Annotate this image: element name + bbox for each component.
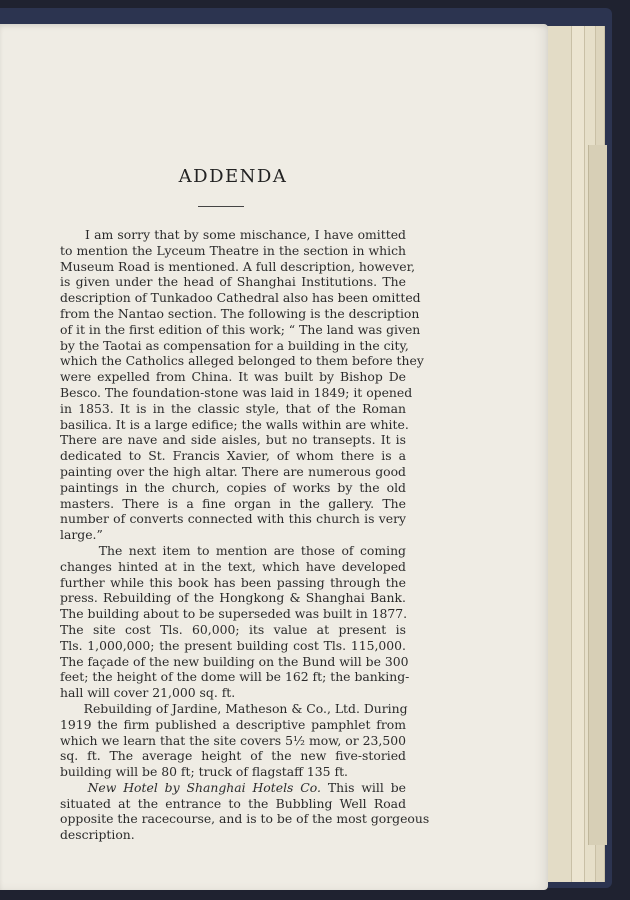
text-line: 1919 the firm published a descriptive pamphlet from (60, 716, 406, 732)
book-page (0, 24, 548, 890)
text-line: from the Nantao section. The following is the description (60, 305, 420, 321)
text-line: Besco. The foundation-stone was laid in 1849; it opened (60, 384, 413, 400)
text-line: large.” (60, 527, 103, 543)
text-line: The building about to be superseded was built in 1877. (60, 606, 408, 622)
text-line: by the Taotai as compensation for a building in the city, (60, 337, 409, 353)
text-line: The next item to mention are those of coming (60, 542, 406, 558)
text-line: which we learn that the site covers 5½ mow, or 23,500 (60, 732, 406, 748)
text-line: building will be 80 ft; truck of flagstaff 135 ft. (60, 764, 348, 780)
text-line: dedicated to St. Francis Xavier, of whom there is a (60, 448, 406, 464)
page-heading: ADDENDA (178, 166, 288, 187)
paragraph-indent (60, 780, 88, 795)
text-line (60, 780, 406, 796)
text-line: paintings in the church, copies of works by the old (60, 479, 406, 495)
text-line: which the Catholics alleged belonged to them before they (60, 353, 424, 369)
text-line: were expelled from China. It was built by Bishop De (60, 369, 406, 385)
text-line: I am sorry that by some mischance, I have omitted (60, 227, 406, 242)
text-line: press. Rebuilding of the Hongkong & Shanghai Bank. (60, 590, 406, 606)
text-line: Museum Road is mentioned. A full description, however, (60, 258, 416, 274)
page-edges (545, 26, 572, 882)
text-line: of it in the first edition of this work; “ The land was given (60, 321, 421, 337)
text-line: description of Tunkadoo Cathedral also has been omitted (60, 290, 421, 306)
text-line: The façade of the new building on the Bund will be 300 (60, 653, 409, 669)
text-line: in 1853. It is in the classic style, that of the Roman (60, 400, 406, 416)
text-line: painting over the high altar. There are numerous good (60, 463, 406, 479)
protruding-leaf (588, 145, 607, 845)
text-line: masters. There is a fine organ in the gallery. The (60, 495, 406, 511)
text-line: opposite the racecourse, and is to be of the most gorgeous (60, 811, 430, 827)
text-line: sq. ft. The average height of the new five-storied (60, 748, 406, 764)
text-line: is given under the head of Shanghai Institutions. The (60, 274, 406, 290)
italic-lead: New Hotel by Shanghai Hotels Co. (87, 779, 321, 795)
text-line: Tls. 1,000,000; the present building cost Tls. 115,000. (60, 637, 406, 653)
line-text: This will be (320, 779, 406, 795)
text-line: situated at the entrance to the Bubbling Well Road (60, 795, 406, 811)
text-line: feet; the height of the dome will be 162 ft; the banking- (60, 669, 410, 685)
text-line: to mention the Lyceum Theatre in the section in which (60, 242, 406, 258)
text-line: description. (60, 827, 135, 843)
text-line: further while this book has been passing through the (60, 574, 406, 590)
heading-rule (198, 206, 244, 207)
text-line: Rebuilding of Jardine, Matheson & Co., Ltd. During (60, 700, 408, 716)
text-line: changes hinted at in the text, which have developed (60, 558, 406, 574)
text-line: The site cost Tls. 60,000; its value at present is (60, 621, 406, 637)
body-text (60, 227, 430, 843)
text-line: basilica. It is a large edifice; the walls within are white. (60, 416, 409, 432)
text-line: There are nave and side aisles, but no transepts. It is (60, 432, 406, 448)
text-line: number of converts connected with this church is very (60, 511, 406, 527)
text-line: hall will cover 21,000 sq. ft. (60, 685, 236, 701)
